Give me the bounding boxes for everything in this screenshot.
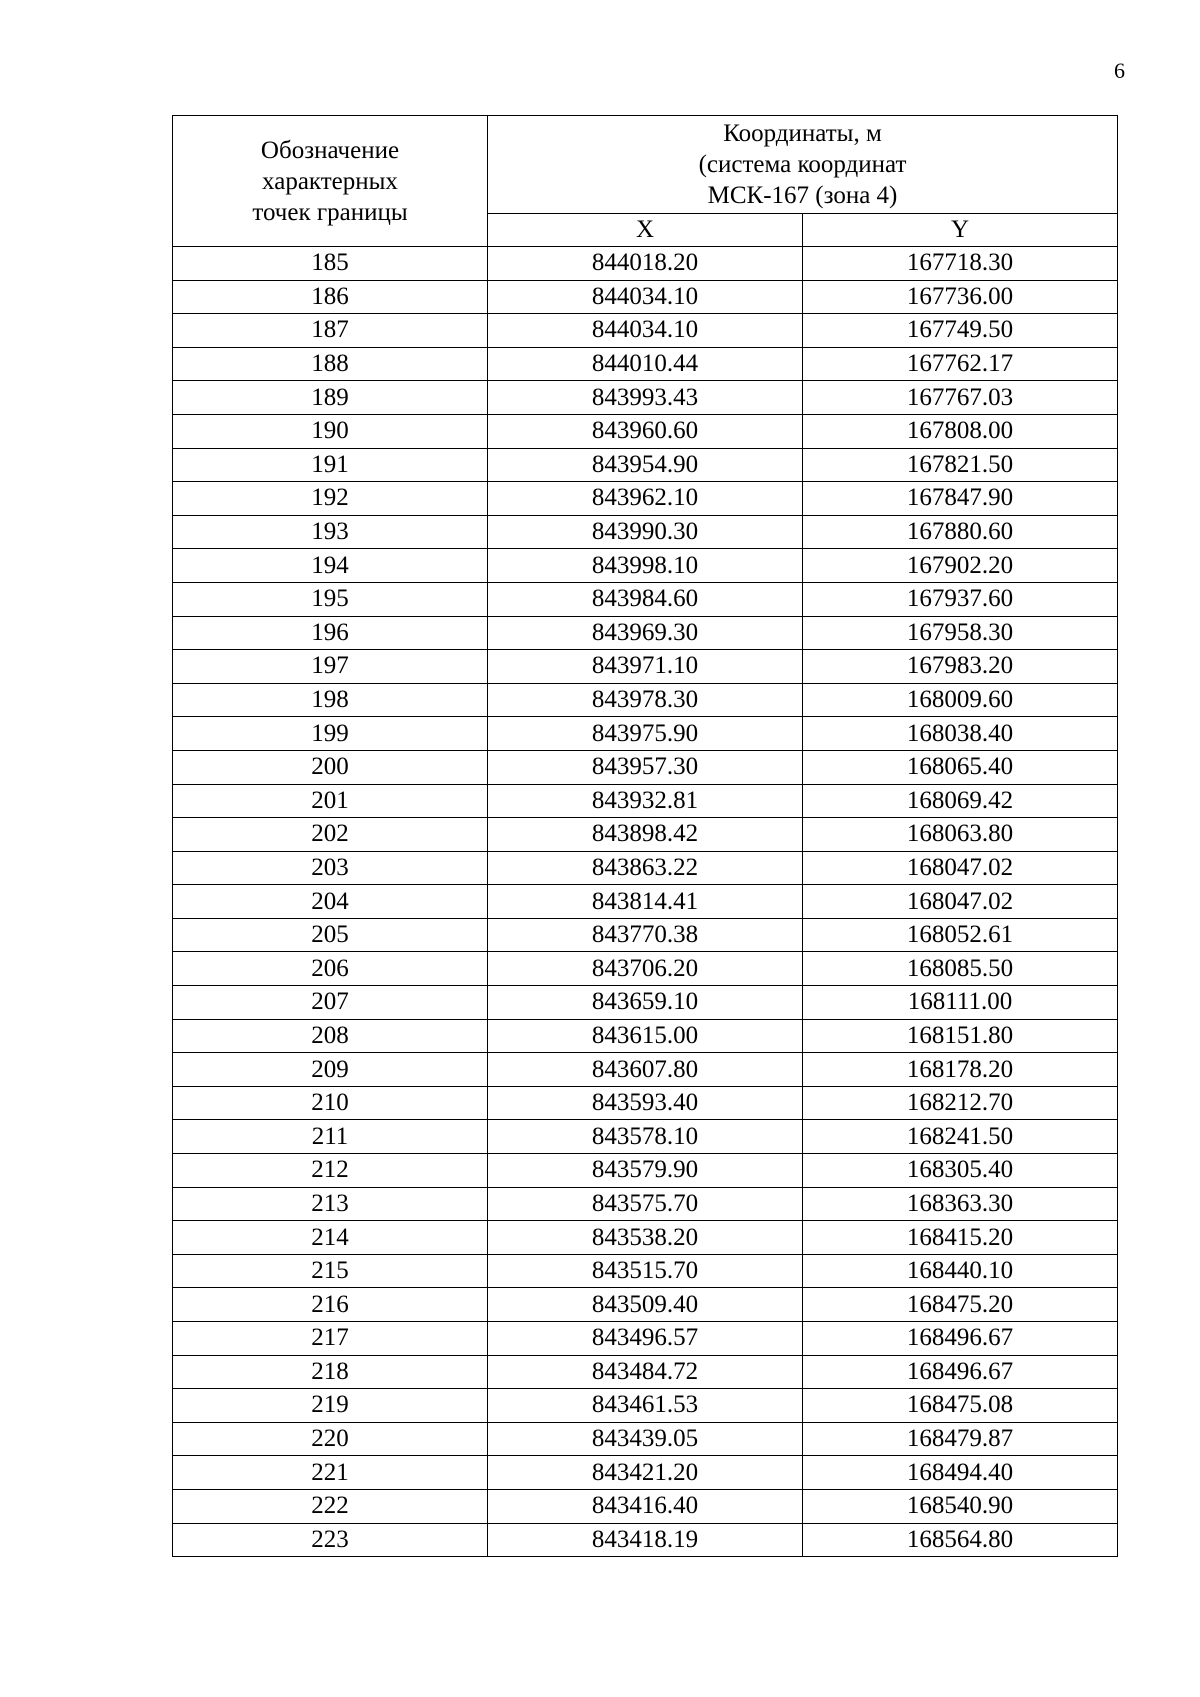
table-row [173, 885, 1118, 919]
point-number-cell: 200 [173, 750, 488, 784]
y-coordinate-cell: 168063.80 [803, 818, 1118, 852]
y-coordinate-cell: 168069.42 [803, 784, 1118, 818]
x-coordinate-cell: 844034.10 [488, 314, 803, 348]
point-number-cell: 214 [173, 1221, 488, 1255]
y-coordinate-cell: 168475.08 [803, 1389, 1118, 1423]
table-row [173, 1389, 1118, 1423]
point-number-cell: 211 [173, 1120, 488, 1154]
table-row [173, 582, 1118, 616]
table-row [173, 381, 1118, 415]
y-coordinate-cell: 168047.02 [803, 851, 1118, 885]
y-coordinate-cell: 168540.90 [803, 1489, 1118, 1523]
y-coordinate-cell: 168479.87 [803, 1422, 1118, 1456]
table-row [173, 851, 1118, 885]
header-point-line: точек границы [252, 198, 408, 226]
table-row [173, 952, 1118, 986]
x-coordinate-cell: 843496.57 [488, 1322, 803, 1356]
y-coordinate-cell: 168241.50 [803, 1120, 1118, 1154]
x-coordinate-cell: 843984.60 [488, 582, 803, 616]
table-row [173, 1288, 1118, 1322]
x-coordinate-cell: 843960.60 [488, 414, 803, 448]
y-coordinate-cell: 168178.20 [803, 1053, 1118, 1087]
point-number-cell: 218 [173, 1355, 488, 1389]
point-number-cell: 190 [173, 414, 488, 448]
x-coordinate-cell: 843969.30 [488, 616, 803, 650]
table-row [173, 1456, 1118, 1490]
header-coords-line: Координаты, м [723, 120, 882, 147]
x-coordinate-cell: 843957.30 [488, 750, 803, 784]
y-coordinate-cell: 167983.20 [803, 650, 1118, 684]
x-coordinate-cell: 843578.10 [488, 1120, 803, 1154]
table-header [173, 116, 1118, 247]
header-point-line: характерных [262, 167, 398, 195]
y-coordinate-cell: 167847.90 [803, 482, 1118, 516]
table-row [173, 1086, 1118, 1120]
x-coordinate-cell: 843932.81 [488, 784, 803, 818]
table-row [173, 515, 1118, 549]
y-coordinate-cell: 168415.20 [803, 1221, 1118, 1255]
table-row [173, 986, 1118, 1020]
table-row [173, 1221, 1118, 1255]
x-coordinate-cell: 844018.20 [488, 247, 803, 281]
table-row [173, 918, 1118, 952]
table-row [173, 280, 1118, 314]
y-coordinate-cell: 168047.02 [803, 885, 1118, 919]
y-coordinate-cell: 168363.30 [803, 1187, 1118, 1221]
y-coordinate-cell: 167937.60 [803, 582, 1118, 616]
point-number-cell: 205 [173, 918, 488, 952]
table-row [173, 1254, 1118, 1288]
table-row [173, 347, 1118, 381]
table-row [173, 1422, 1118, 1456]
point-number-cell: 196 [173, 616, 488, 650]
table-row [173, 1489, 1118, 1523]
x-coordinate-cell: 843575.70 [488, 1187, 803, 1221]
y-coordinate-cell: 168038.40 [803, 717, 1118, 751]
point-number-cell: 215 [173, 1254, 488, 1288]
table-row [173, 1322, 1118, 1356]
x-coordinate-cell: 843978.30 [488, 683, 803, 717]
point-number-cell: 191 [173, 448, 488, 482]
y-coordinate-cell: 168065.40 [803, 750, 1118, 784]
y-coordinate-cell: 168494.40 [803, 1456, 1118, 1490]
point-number-cell: 223 [173, 1523, 488, 1557]
point-number-cell: 222 [173, 1489, 488, 1523]
point-number-cell: 206 [173, 952, 488, 986]
table-row [173, 1187, 1118, 1221]
point-number-cell: 185 [173, 247, 488, 281]
point-number-cell: 212 [173, 1154, 488, 1188]
y-coordinate-cell: 168212.70 [803, 1086, 1118, 1120]
x-coordinate-cell: 843593.40 [488, 1086, 803, 1120]
x-coordinate-cell: 843770.38 [488, 918, 803, 952]
table-row [173, 549, 1118, 583]
x-coordinate-cell: 843814.41 [488, 885, 803, 919]
x-coordinate-cell: 843579.90 [488, 1154, 803, 1188]
header-y: Y [803, 214, 1118, 247]
point-number-cell: 192 [173, 482, 488, 516]
header-coords-line: (система координат [698, 151, 907, 178]
point-number-cell: 197 [173, 650, 488, 684]
y-coordinate-cell: 167958.30 [803, 616, 1118, 650]
x-coordinate-cell: 843515.70 [488, 1254, 803, 1288]
y-coordinate-cell: 168440.10 [803, 1254, 1118, 1288]
x-coordinate-cell: 844034.10 [488, 280, 803, 314]
header-coordinates-group [488, 116, 1118, 214]
table-row [173, 1120, 1118, 1154]
point-number-cell: 198 [173, 683, 488, 717]
y-coordinate-cell: 168496.67 [803, 1355, 1118, 1389]
y-coordinate-cell: 168052.61 [803, 918, 1118, 952]
point-number-cell: 220 [173, 1422, 488, 1456]
table-row [173, 482, 1118, 516]
x-coordinate-cell: 843998.10 [488, 549, 803, 583]
y-coordinate-cell: 168496.67 [803, 1322, 1118, 1356]
x-coordinate-cell: 843439.05 [488, 1422, 803, 1456]
y-coordinate-cell: 167718.30 [803, 247, 1118, 281]
x-coordinate-cell: 843975.90 [488, 717, 803, 751]
point-number-cell: 201 [173, 784, 488, 818]
point-number-cell: 202 [173, 818, 488, 852]
point-number-cell: 221 [173, 1456, 488, 1490]
boundary-coordinates-table [172, 115, 1118, 1557]
x-coordinate-cell: 843538.20 [488, 1221, 803, 1255]
y-coordinate-cell: 168564.80 [803, 1523, 1118, 1557]
y-coordinate-cell: 167736.00 [803, 280, 1118, 314]
y-coordinate-cell: 167808.00 [803, 414, 1118, 448]
x-coordinate-cell: 843962.10 [488, 482, 803, 516]
point-number-cell: 186 [173, 280, 488, 314]
x-coordinate-cell: 843954.90 [488, 448, 803, 482]
point-number-cell: 217 [173, 1322, 488, 1356]
table-row [173, 750, 1118, 784]
y-coordinate-cell: 167902.20 [803, 549, 1118, 583]
table-row [173, 314, 1118, 348]
y-coordinate-cell: 168151.80 [803, 1019, 1118, 1053]
x-coordinate-cell: 844010.44 [488, 347, 803, 381]
table-row [173, 717, 1118, 751]
table-body [173, 247, 1118, 1557]
header-point-line: Обозначение [260, 136, 400, 164]
x-coordinate-cell: 843863.22 [488, 851, 803, 885]
point-number-cell: 203 [173, 851, 488, 885]
x-coordinate-cell: 843898.42 [488, 818, 803, 852]
x-coordinate-cell: 843706.20 [488, 952, 803, 986]
table-row [173, 1154, 1118, 1188]
table-row [173, 1053, 1118, 1087]
y-coordinate-cell: 167762.17 [803, 347, 1118, 381]
table-row [173, 683, 1118, 717]
x-coordinate-cell: 843418.19 [488, 1523, 803, 1557]
x-coordinate-cell: 843461.53 [488, 1389, 803, 1423]
point-number-cell: 209 [173, 1053, 488, 1087]
table-row [173, 784, 1118, 818]
page-number: 6 [1114, 58, 1125, 83]
point-number-cell: 213 [173, 1187, 488, 1221]
y-coordinate-cell: 168111.00 [803, 986, 1118, 1020]
x-coordinate-cell: 843971.10 [488, 650, 803, 684]
table-row [173, 1019, 1118, 1053]
table-row [173, 448, 1118, 482]
point-number-cell: 195 [173, 582, 488, 616]
y-coordinate-cell: 167767.03 [803, 381, 1118, 415]
x-coordinate-cell: 843659.10 [488, 986, 803, 1020]
x-coordinate-cell: 843990.30 [488, 515, 803, 549]
x-coordinate-cell: 843421.20 [488, 1456, 803, 1490]
table-row [173, 1523, 1118, 1557]
table-row [173, 616, 1118, 650]
x-coordinate-cell: 843416.40 [488, 1489, 803, 1523]
x-coordinate-cell: 843607.80 [488, 1053, 803, 1087]
point-number-cell: 199 [173, 717, 488, 751]
point-number-cell: 208 [173, 1019, 488, 1053]
point-number-cell: 210 [173, 1086, 488, 1120]
table-row [173, 1355, 1118, 1389]
point-number-cell: 194 [173, 549, 488, 583]
y-coordinate-cell: 168009.60 [803, 683, 1118, 717]
point-number-cell: 204 [173, 885, 488, 919]
header-point-designation [173, 116, 488, 247]
point-number-cell: 193 [173, 515, 488, 549]
table-row [173, 414, 1118, 448]
point-number-cell: 187 [173, 314, 488, 348]
y-coordinate-cell: 168475.20 [803, 1288, 1118, 1322]
x-coordinate-cell: 843509.40 [488, 1288, 803, 1322]
y-coordinate-cell: 168085.50 [803, 952, 1118, 986]
table-row [173, 818, 1118, 852]
point-number-cell: 188 [173, 347, 488, 381]
point-number-cell: 219 [173, 1389, 488, 1423]
header-coords-line: МСК-167 (зона 4) [707, 182, 898, 209]
header-x: X [488, 214, 803, 247]
table-row [173, 650, 1118, 684]
x-coordinate-cell: 843484.72 [488, 1355, 803, 1389]
y-coordinate-cell: 167821.50 [803, 448, 1118, 482]
point-number-cell: 207 [173, 986, 488, 1020]
y-coordinate-cell: 167749.50 [803, 314, 1118, 348]
x-coordinate-cell: 843993.43 [488, 381, 803, 415]
point-number-cell: 216 [173, 1288, 488, 1322]
table-row [173, 247, 1118, 281]
y-coordinate-cell: 167880.60 [803, 515, 1118, 549]
x-coordinate-cell: 843615.00 [488, 1019, 803, 1053]
point-number-cell: 189 [173, 381, 488, 415]
y-coordinate-cell: 168305.40 [803, 1154, 1118, 1188]
